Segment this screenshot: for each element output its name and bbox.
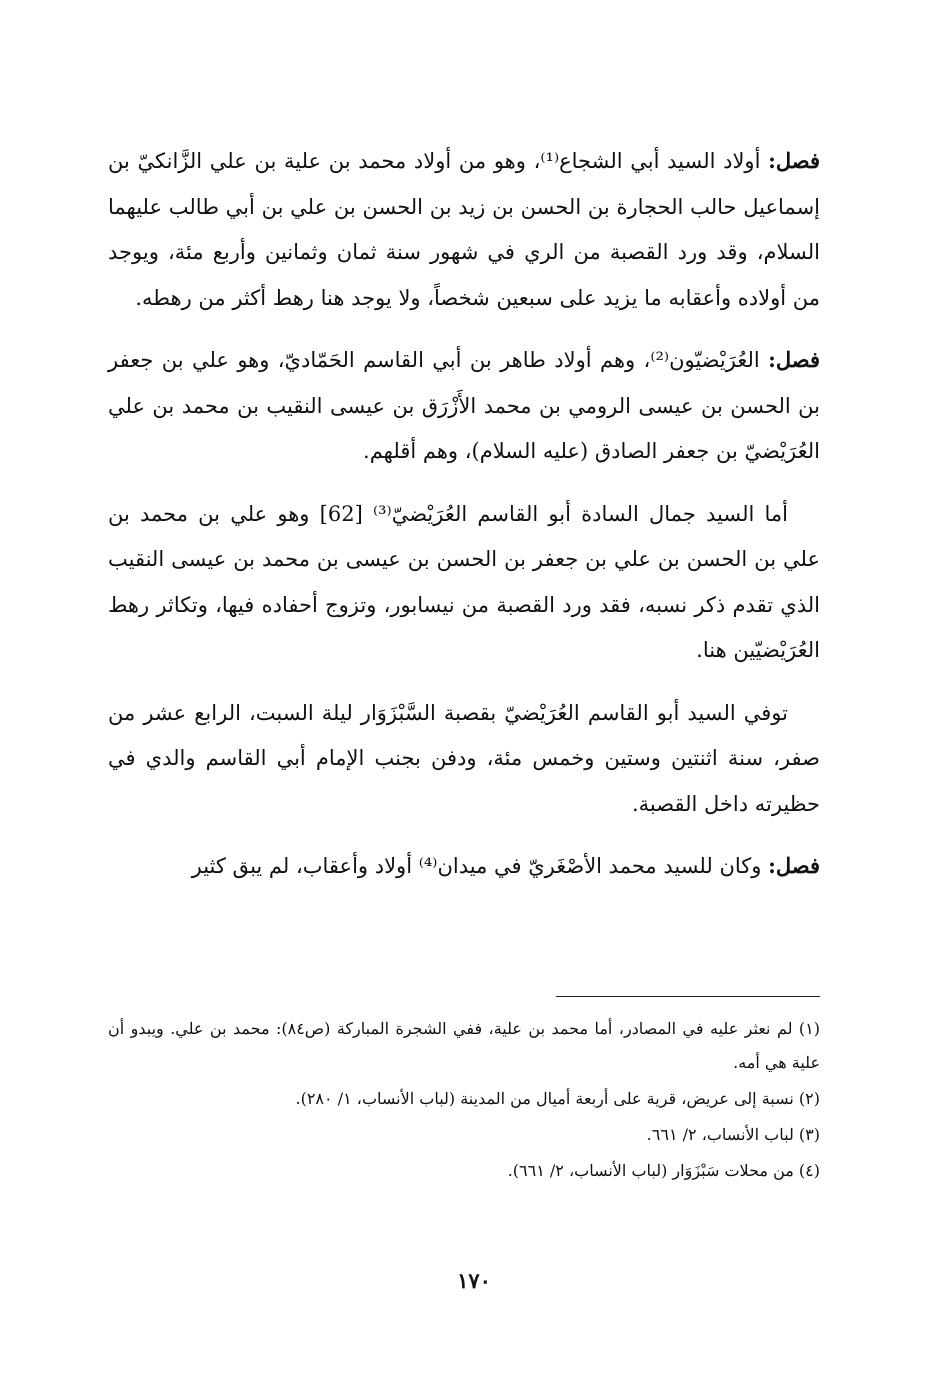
paragraph-5 <box>108 843 820 890</box>
page-number: ١٧٠ <box>457 1268 491 1293</box>
section-term: فصل: <box>768 148 821 173</box>
paragraph-text: أولاد السيد أبي الشجاع⁽¹⁾، وهو من أولاد محمد بن علية بن علي الزَّانكيّ بن إسماعيل حالب الحجارة بن الحسن بن زيد بن الحسن بن علي بن أبي طالب عليهما السلام، وقد ورد القصبة من الري في شهور سنة ثمان وثمانين وأربع مئة، ويوجد من أولاده وأعقابه ما يزيد على سبعين شخصاً، ولا يوجد هنا رهط أكثر من رهطه. <box>108 149 820 310</box>
footnote-2: (٢) نسبة إلى عريض، قرية على أربعة أميال من المدينة (لباب الأنساب، ١/ ٢٨٠). <box>295 1089 820 1108</box>
section-term: فصل: <box>768 853 820 878</box>
footnote-4: (٤) من محلات سَبْزَوَار (لباب الأنساب، ٢/ ٦٦١). <box>507 1161 820 1180</box>
paragraph-text: العُرَيْضيّون⁽²⁾، وهم أولاد طاهر بن أبي القاسم الحَمّاديّ، وهو علي بن جعفر بن الحسن بن عيسى الرومي بن محمد الأَزْرَق بن عيسى النقيب بن محمد بن علي العُرَيْضيّ بن جعفر الصادق (عليه السلام)، وهم أقلهم. <box>108 348 820 463</box>
paragraph-text: وكان للسيد محمد الأصْغَريّ في ميدان⁽⁴⁾ أولاد وأعقاب، لم يبق كثير <box>191 854 769 878</box>
paragraph-4 <box>108 690 820 828</box>
main-text <box>108 138 820 906</box>
footnotes <box>108 1012 820 1190</box>
paragraph-1 <box>108 138 820 321</box>
footnote-separator <box>556 996 820 997</box>
footnote-3: (٣) لباب الأنساب، ٢/ ٦٦١. <box>646 1125 820 1144</box>
paragraph-text: أما السيد جمال السادة أبو القاسم العُرَيْضيّ⁽³⁾ [62] وهو علي بن محمد بن علي بن الحسن بن علي بن جعفر بن الحسن بن عيسى بن محمد بن عيسى النقيب الذي تقدم ذكر نسبه، فقد ورد القصبة من نيسابور، وتزوج أحفاده فيها، وتكاثر رهط العُرَيْضيّين هنا. <box>108 501 820 662</box>
paragraph-text: توفي السيد أبو القاسم العُرَيْضيّ بقصبة السَّبْزَوَار ليلة السبت، الرابع عشر من صفر، سنة اثنتين وستين وخمس مئة، ودفن بجنب الإمام أبي القاسم والدي في حظيرته داخل القصبة. <box>108 700 820 816</box>
paragraph-2 <box>108 337 820 475</box>
section-term: فصل: <box>768 347 820 372</box>
footnote-1: (١) لم نعثر عليه في المصادر، أما محمد بن علية، ففي الشجرة المباركة (ص٨٤): محمد بن علي. ويبدو أن علية هي أمه. <box>108 1019 820 1072</box>
paragraph-3 <box>108 491 820 674</box>
